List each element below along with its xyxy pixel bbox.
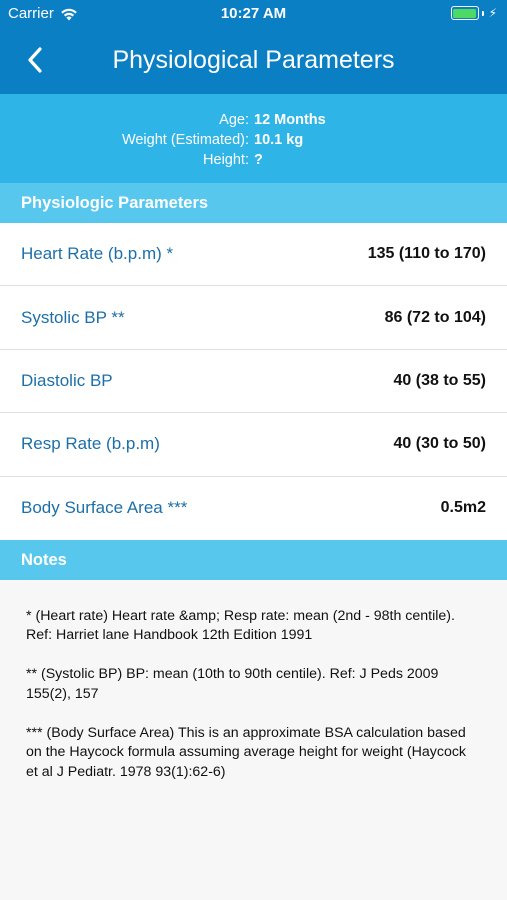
height-label: Height: [203, 152, 249, 168]
resp-rate-label: Resp Rate (b.p.m) [21, 434, 160, 454]
age-label: Age: [219, 112, 249, 128]
table-row [0, 286, 507, 349]
charging-bolt-icon: ⚡ [488, 6, 497, 20]
table-row [0, 223, 507, 286]
diastolic-bp-value: 40 (38 to 55) [393, 371, 486, 389]
note-bsa: *** (Body Surface Area) This is an approximate BSA calculation based on the Haycock formula assuming average height for weight (Haycock et al J Pediatr. 1978 93(1):62-6) [26, 724, 467, 780]
systolic-bp-label: Systolic BP ** [21, 307, 125, 327]
height-value: ? [254, 152, 263, 168]
page-title: Physiological Parameters [112, 46, 395, 74]
diastolic-bp-label: Diastolic BP [21, 370, 113, 390]
heart-rate-value: 135 (110 to 170) [367, 245, 486, 263]
bsa-label: Body Surface Area *** [21, 498, 188, 518]
table-row [0, 477, 507, 540]
weight-line [0, 130, 507, 150]
status-bar [0, 0, 507, 28]
height-line [0, 150, 507, 170]
notes-body [0, 580, 507, 783]
navigation-bar [0, 0, 507, 94]
status-time: 10:27 AM [220, 5, 287, 22]
table-row [0, 350, 507, 413]
carrier-label: Carrier [8, 5, 54, 22]
table-row [0, 413, 507, 476]
systolic-bp-value: 86 (72 to 104) [384, 308, 486, 326]
note-heart-rate: * (Heart rate) Heart rate &amp; Resp rate: mean (2nd - 98th centile). Ref: Harriet lane Handbook 12th Edition 1991 [26, 607, 455, 644]
heart-rate-label: Heart Rate (b.p.m) * [21, 244, 174, 264]
resp-rate-value: 40 (30 to 50) [393, 435, 486, 453]
parameter-list [0, 223, 507, 540]
patient-summary [0, 94, 507, 183]
bsa-value: 0.5m2 [440, 499, 486, 517]
note-systolic-bp: ** (Systolic BP) BP: mean (10th to 90th centile). Ref: J Peds 2009 155(2), 157 [26, 666, 439, 702]
age-value: 12 Months [254, 112, 326, 128]
battery-icon [451, 6, 497, 20]
section-header-physiologic: Physiologic Parameters [0, 183, 507, 223]
section-header-notes: Notes [0, 540, 507, 580]
weight-label: Weight (Estimated): [121, 132, 249, 148]
weight-value: 10.1 kg [254, 132, 304, 148]
age-line [0, 110, 507, 130]
